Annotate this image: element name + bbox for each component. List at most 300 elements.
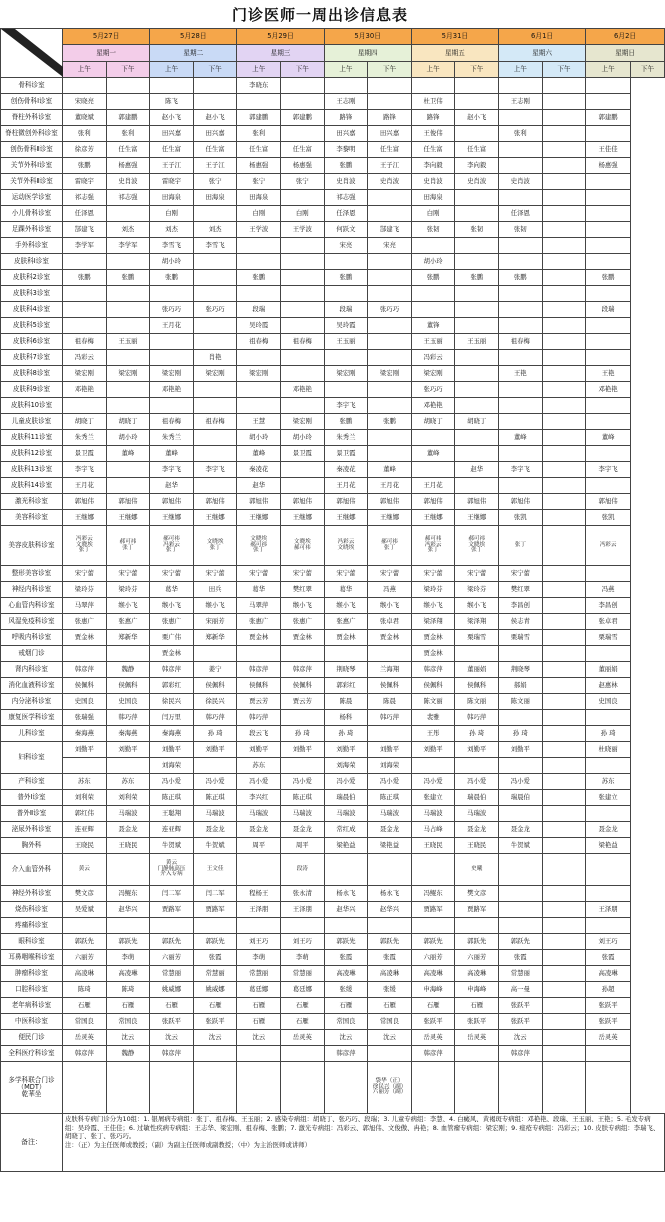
schedule-cell: 孙 琦 [281, 726, 325, 742]
schedule-cell [411, 286, 455, 302]
schedule-cell [150, 1062, 194, 1114]
schedule-cell: 田海泉 [237, 190, 281, 206]
table-row [1, 822, 665, 838]
schedule-cell: 韩彦萍 [150, 1046, 194, 1062]
schedule-cell: 郭旭伟 [586, 494, 631, 510]
table-row [1, 566, 665, 582]
schedule-cell [237, 1046, 281, 1062]
schedule-cell: 李宇飞 [150, 462, 194, 478]
schedule-cell: 郭旭伟 [193, 494, 237, 510]
schedule-cell: 祁志强 [106, 190, 150, 206]
schedule-cell: 胡晓丁 [411, 414, 455, 430]
schedule-cell [193, 94, 237, 110]
schedule-cell [324, 854, 368, 886]
schedule-cell: 常慧丽 [193, 966, 237, 982]
schedule-cell: 王继娜 [150, 510, 194, 526]
schedule-cell [499, 446, 543, 462]
schedule-cell: 张跃平 [193, 1014, 237, 1030]
schedule-cell: 石雁 [193, 998, 237, 1014]
schedule-cell: 郝可祎 文晓埃 张丁 [455, 526, 499, 566]
schedule-cell: 杨惠强 [106, 158, 150, 174]
dept-name: 皮肤科10诊室 [1, 398, 63, 414]
schedule-cell: 李萌 [106, 950, 150, 966]
schedule-cell: 宋宁蕾 [237, 566, 281, 582]
schedule-cell [281, 78, 325, 94]
schedule-cell: 徐民兴 [150, 694, 194, 710]
schedule-cell: 陈晨 [324, 694, 368, 710]
am-header: 上午 [324, 61, 368, 77]
schedule-cell: 张惠广 [63, 614, 107, 630]
schedule-cell [542, 630, 586, 646]
schedule-cell [499, 142, 543, 158]
schedule-cell: 张韧 [499, 222, 543, 238]
schedule-cell: 缑小飞 [106, 598, 150, 614]
schedule-cell [237, 382, 281, 398]
schedule-cell: 杜卫伟 [411, 94, 455, 110]
notes-text: 皮肤科专病门诊分为10组：1. 银屑病专病组：张丁、祖春梅、王玉丽；2. 感染专病组：胡晓丁、张巧巧、段瑞；3. 儿童专病组：李慧、4. 白癜风、黄褐斑专病组：邓艳艳、段瑞、王玉丽、王艳；5. 毛发专病组：吴玲霞、王佳佳；6. 过敏性疾病专病组：王志华、梁宏刚、祖春梅、张鹏；7. 激光专病组：冯彩云、郭旭伟、文俊傲、冉艳；8. 血管瘤专病组：梁宏刚；9. 痤疮专病组：冯彩云；10. 皮肤专病组：李瑞飞、胡晓丁、张丁、张巧巧。 注：（正）为主任医师或教授；（副）为副主任医师或副教授；（中）为主治医师或讲师） [63, 1114, 665, 1172]
schedule-cell: 李学军 [63, 238, 107, 254]
schedule-cell [106, 918, 150, 934]
schedule-cell [542, 510, 586, 526]
dept-name: 皮肤科12诊室 [1, 446, 63, 462]
schedule-cell: 张永清 [281, 886, 325, 902]
schedule-cell: 樊红翠 [499, 582, 543, 598]
schedule-cell: 樊红翠 [281, 582, 325, 598]
schedule-cell: 张卓君 [368, 614, 412, 630]
schedule-cell [368, 270, 412, 286]
schedule-cell: 沈云 [193, 1030, 237, 1046]
schedule-cell: 韩巧萍 [455, 710, 499, 726]
schedule-cell [63, 286, 107, 302]
schedule-cell: 贾金林 [411, 630, 455, 646]
schedule-cell [542, 382, 586, 398]
schedule-cell [411, 462, 455, 478]
schedule-cell: 贾金林 [324, 630, 368, 646]
schedule-cell [586, 126, 631, 142]
schedule-cell: 张鹏 [411, 270, 455, 286]
schedule-cell [499, 254, 543, 270]
table-row [1, 918, 665, 934]
schedule-cell: 任生富 [193, 142, 237, 158]
schedule-cell [542, 886, 586, 902]
schedule-cell [411, 430, 455, 446]
schedule-cell [106, 206, 150, 222]
schedule-cell: 胡晓丁 [455, 414, 499, 430]
table-row [1, 998, 665, 1014]
schedule-cell: 梁玲芬 [411, 582, 455, 598]
schedule-cell: 吴玲霞 [324, 318, 368, 334]
schedule-cell: 王月花 [150, 318, 194, 334]
dept-name: 中医科诊室 [1, 1014, 63, 1030]
schedule-cell: 韩彦萍 [150, 662, 194, 678]
schedule-cell: 胡晓丁 [63, 414, 107, 430]
schedule-cell: 张建立 [411, 790, 455, 806]
schedule-cell [63, 78, 107, 94]
schedule-cell: 郭跃先 [63, 934, 107, 950]
table-row [1, 318, 665, 334]
schedule-cell [542, 494, 586, 510]
schedule-cell [542, 1030, 586, 1046]
schedule-cell: 张跃平 [150, 1014, 194, 1030]
schedule-cell: 张利 [106, 126, 150, 142]
schedule-cell [586, 286, 631, 302]
schedule-cell: 葛廷娜 [281, 982, 325, 998]
table-row [1, 302, 665, 318]
schedule-cell: 刘勤平 [193, 742, 237, 758]
schedule-cell: 王子江 [368, 158, 412, 174]
schedule-cell: 梁泽翔 [411, 614, 455, 630]
dept-name: 消化血液科诊室 [1, 678, 63, 694]
schedule-cell [106, 382, 150, 398]
table-row [1, 270, 665, 286]
dept-name: 肿瘤科诊室 [1, 966, 63, 982]
schedule-cell [63, 302, 107, 318]
schedule-cell [586, 206, 631, 222]
schedule-cell: 陈正琪 [281, 790, 325, 806]
schedule-cell: 闫二军 [150, 886, 194, 902]
table-row [1, 774, 665, 790]
am-header: 上午 [150, 61, 194, 77]
schedule-cell: 郭旭伟 [237, 494, 281, 510]
schedule-cell: 郝可祎 冯彩云 张丁 [150, 526, 194, 566]
schedule-cell [542, 526, 586, 566]
schedule-cell [586, 1046, 631, 1062]
schedule-cell: 邓艳艳 [281, 382, 325, 398]
dept-name: 风湿免疫科诊室 [1, 614, 63, 630]
dept-name: 康复医学科诊室 [1, 710, 63, 726]
dept-name: 眼科诊室 [1, 934, 63, 950]
schedule-cell: 张凯 [586, 510, 631, 526]
table-row [1, 950, 665, 966]
schedule-cell [106, 254, 150, 270]
schedule-cell: 王学波 [281, 222, 325, 238]
schedule-cell: 梁宏刚 [411, 366, 455, 382]
schedule-cell: 刘利荣 [106, 790, 150, 806]
schedule-cell: 刘勤平 [411, 742, 455, 758]
table-row [1, 334, 665, 350]
schedule-cell [368, 350, 412, 366]
weekday-header: 星期一 [63, 45, 150, 61]
schedule-cell [499, 110, 543, 126]
table-row [1, 742, 665, 758]
schedule-cell [411, 918, 455, 934]
schedule-cell [368, 646, 412, 662]
schedule-cell: 刘王巧 [586, 934, 631, 950]
schedule-cell: 张鹏 [499, 270, 543, 286]
schedule-cell: 王子江 [150, 158, 194, 174]
schedule-cell [455, 78, 499, 94]
dept-name: 介入血管外科 [1, 854, 63, 886]
dept-name: 手外科诊室 [1, 238, 63, 254]
schedule-cell: 郭旭伟 [455, 494, 499, 510]
schedule-cell [455, 254, 499, 270]
schedule-cell: 张霞 [499, 950, 543, 966]
schedule-cell: 贾云芳 [281, 694, 325, 710]
schedule-cell [368, 1046, 412, 1062]
schedule-cell: 秦海燕 [106, 726, 150, 742]
schedule-cell [193, 318, 237, 334]
schedule-cell: 侯佩科 [106, 678, 150, 694]
schedule-cell: 宋宁蕾 [455, 566, 499, 582]
am-header: 上午 [586, 61, 631, 77]
dept-name: 内分泌科诊室 [1, 694, 63, 710]
schedule-cell: 王志刚 [499, 94, 543, 110]
schedule-cell: 张跃平 [586, 1014, 631, 1030]
schedule-cell [455, 286, 499, 302]
schedule-cell: 贾路军 [411, 902, 455, 918]
schedule-cell [106, 1062, 150, 1114]
pm-header: 下午 [631, 61, 665, 77]
schedule-cell: 文晓埃 郝可祎 张丁 [237, 526, 281, 566]
schedule-cell [106, 318, 150, 334]
schedule-cell: 任生富 [237, 142, 281, 158]
schedule-cell: 贾路军 [455, 902, 499, 918]
schedule-cell: 王玉丽 [106, 334, 150, 350]
schedule-cell [455, 398, 499, 414]
schedule-cell: 梁玲芬 [106, 582, 150, 598]
schedule-cell: 张跃平 [499, 1014, 543, 1030]
schedule-cell: 张缓 [324, 982, 368, 998]
schedule-cell: 沈云 [499, 1030, 543, 1046]
schedule-cell: 瑞晨伯 [455, 790, 499, 806]
schedule-cell: 邓艳艳 [586, 382, 631, 398]
schedule-cell: 贾金林 [281, 630, 325, 646]
schedule-cell [542, 902, 586, 918]
schedule-cell [542, 662, 586, 678]
schedule-cell: 白刚 [150, 206, 194, 222]
schedule-cell [193, 1062, 237, 1114]
dept-name: 心血管内科诊室 [1, 598, 63, 614]
schedule-cell [499, 158, 543, 174]
schedule-cell [411, 1062, 455, 1114]
schedule-cell [499, 382, 543, 398]
schedule-cell [106, 350, 150, 366]
schedule-cell [368, 286, 412, 302]
schedule-cell: 苏东 [106, 774, 150, 790]
schedule-cell [455, 446, 499, 462]
schedule-cell: 雷晓宇 [150, 174, 194, 190]
schedule-cell [193, 206, 237, 222]
schedule-cell: 岳灵英 [455, 1030, 499, 1046]
schedule-cell [499, 1062, 543, 1114]
schedule-cell: 郜建飞 [368, 222, 412, 238]
schedule-cell [324, 350, 368, 366]
schedule-cell: 冯彩云 文晓埃 张丁 [63, 526, 107, 566]
schedule-cell: 栗瑞雪 [499, 630, 543, 646]
am-header: 上午 [499, 61, 543, 77]
schedule-cell: 缑小飞 [324, 598, 368, 614]
schedule-cell: 聂金龙 [368, 822, 412, 838]
schedule-cell: 沈云 [368, 1030, 412, 1046]
schedule-cell: 李晓东 [237, 78, 281, 94]
schedule-cell: 张鹏 [63, 270, 107, 286]
schedule-cell: 韩巧萍 [193, 710, 237, 726]
schedule-cell [499, 318, 543, 334]
table-row [1, 1062, 665, 1114]
schedule-cell: 董丽娟 [586, 662, 631, 678]
schedule-cell: 马瑞波 [411, 806, 455, 822]
schedule-cell: 常慧丽 [150, 966, 194, 982]
schedule-cell: 王艳 [586, 366, 631, 382]
schedule-cell: 刘勤平 [63, 742, 107, 758]
dept-name: 儿科诊室 [1, 726, 63, 742]
dept-name: 戒烟门诊 [1, 646, 63, 662]
schedule-cell: 张凯 [499, 510, 543, 526]
schedule-cell: 祖春梅 [63, 334, 107, 350]
schedule-cell [150, 286, 194, 302]
schedule-cell: 李雪飞 [193, 238, 237, 254]
table-row [1, 982, 665, 998]
schedule-cell: 白刚 [237, 206, 281, 222]
schedule-cell [586, 94, 631, 110]
schedule-cell [150, 350, 194, 366]
schedule-cell: 闫万里 [150, 710, 194, 726]
schedule-cell: 王晓民 [63, 838, 107, 854]
schedule-cell [281, 190, 325, 206]
schedule-cell: 段瑞 [586, 302, 631, 318]
schedule-cell: 樊文彦 [63, 886, 107, 902]
schedule-cell: 王文佳 [193, 854, 237, 886]
schedule-cell: 文晓埃 张丁 [193, 526, 237, 566]
schedule-cell: 贾云芳 [237, 694, 281, 710]
schedule-cell [499, 758, 543, 774]
notes-label: 备注： [1, 1114, 63, 1172]
table-row [1, 238, 665, 254]
schedule-cell [542, 646, 586, 662]
schedule-cell: 史肖波 [106, 174, 150, 190]
schedule-cell: 李黎明 [324, 142, 368, 158]
schedule-cell: 葛华 [324, 582, 368, 598]
schedule-cell: 白刚 [281, 206, 325, 222]
schedule-cell: 赵华 [455, 462, 499, 478]
schedule-cell [193, 430, 237, 446]
schedule-cell: 史国良 [63, 694, 107, 710]
schedule-cell: 董峰 [106, 446, 150, 462]
schedule-cell: 岳灵英 [411, 1030, 455, 1046]
schedule-cell [586, 758, 631, 774]
schedule-cell: 肖艳 [193, 350, 237, 366]
schedule-cell: 苏东 [63, 774, 107, 790]
schedule-cell [368, 430, 412, 446]
schedule-cell [542, 1014, 586, 1030]
schedule-cell: 王月花 [324, 478, 368, 494]
schedule-cell [499, 646, 543, 662]
schedule-cell: 冯彩云 [63, 350, 107, 366]
schedule-cell: 李向毅 [455, 158, 499, 174]
schedule-cell [542, 174, 586, 190]
schedule-cell: 马瑞波 [193, 806, 237, 822]
schedule-cell: 岳灵英 [63, 1030, 107, 1046]
schedule-cell [368, 254, 412, 270]
schedule-cell: 张利 [63, 126, 107, 142]
schedule-cell [193, 758, 237, 774]
schedule-cell: 梁宏刚 [281, 414, 325, 430]
schedule-cell: 聂金龙 [455, 822, 499, 838]
schedule-cell: 姚威娜 [150, 982, 194, 998]
schedule-cell [542, 678, 586, 694]
table-row [1, 758, 665, 774]
table-row [1, 126, 665, 142]
schedule-cell: 王月花 [63, 478, 107, 494]
schedule-cell [542, 366, 586, 382]
schedule-cell: 姚威娜 [193, 982, 237, 998]
schedule-cell: 魏静 [106, 1046, 150, 1062]
schedule-cell: 梁艳益 [586, 838, 631, 854]
schedule-cell [586, 446, 631, 462]
schedule-cell: 石雁 [281, 1014, 325, 1030]
schedule-cell: 何跃文 [324, 222, 368, 238]
schedule-cell: 王继娜 [193, 510, 237, 526]
pm-header: 下午 [542, 61, 586, 77]
schedule-cell: 韩彦萍 [411, 662, 455, 678]
schedule-cell: 宋宁蕾 [324, 566, 368, 582]
dept-name: 胸外科 [1, 838, 63, 854]
dept-name: 妇科诊室 [1, 742, 63, 774]
schedule-cell: 刘勤平 [150, 742, 194, 758]
schedule-cell [499, 854, 543, 886]
dept-name: 皮肤科11诊室 [1, 430, 63, 446]
schedule-cell [368, 318, 412, 334]
schedule-cell: 张霞 [368, 950, 412, 966]
schedule-cell [542, 190, 586, 206]
schedule-cell: 侯志青 [499, 614, 543, 630]
schedule-cell: 李宇飞 [499, 462, 543, 478]
schedule-cell: 张巧巧 [411, 382, 455, 398]
schedule-cell: 冯鲲东 [106, 886, 150, 902]
table-row [1, 694, 665, 710]
schedule-cell: 陈文丽 [499, 694, 543, 710]
weekday-header: 星期三 [237, 45, 324, 61]
schedule-cell [499, 902, 543, 918]
schedule-cell: 孙 琦 [455, 726, 499, 742]
weekday-header: 星期四 [324, 45, 411, 61]
schedule-cell: 文晓埃 郝可祎 [281, 526, 325, 566]
schedule-cell [455, 918, 499, 934]
schedule-cell [542, 78, 586, 94]
weekday-header: 星期六 [499, 45, 586, 61]
schedule-cell: 连亚辉 [150, 822, 194, 838]
schedule-cell: 王月花 [411, 478, 455, 494]
schedule-cell: 岳灵英 [281, 1030, 325, 1046]
dept-name: 呼吸内科诊室 [1, 630, 63, 646]
schedule-cell: 刘海荣 [150, 758, 194, 774]
schedule-cell: 张惠广 [106, 614, 150, 630]
schedule-cell [324, 254, 368, 270]
schedule-cell [63, 1062, 107, 1114]
schedule-cell [237, 646, 281, 662]
schedule-cell [499, 286, 543, 302]
schedule-cell [193, 646, 237, 662]
schedule-cell [499, 78, 543, 94]
schedule-cell: 秦海燕 [63, 726, 107, 742]
schedule-cell: 赵小飞 [455, 110, 499, 126]
schedule-cell: 张惠广 [281, 614, 325, 630]
schedule-cell: 姜宁 [193, 662, 237, 678]
schedule-cell: 侯佩科 [63, 678, 107, 694]
schedule-cell: 张韧 [455, 222, 499, 238]
schedule-cell: 史国良 [106, 694, 150, 710]
schedule-cell: 杨惠强 [237, 158, 281, 174]
schedule-cell: 郭旭伟 [368, 494, 412, 510]
schedule-cell: 冯小爱 [455, 774, 499, 790]
dept-name: 皮肤科Ⅰ诊室 [1, 254, 63, 270]
table-row [1, 190, 665, 206]
schedule-cell: 张霞 [193, 950, 237, 966]
schedule-cell: 宋宁蕾 [281, 566, 325, 582]
dept-name: 产科诊室 [1, 774, 63, 790]
schedule-cell: 韩彦萍 [324, 1046, 368, 1062]
schedule-cell: 王晓民 [411, 838, 455, 854]
